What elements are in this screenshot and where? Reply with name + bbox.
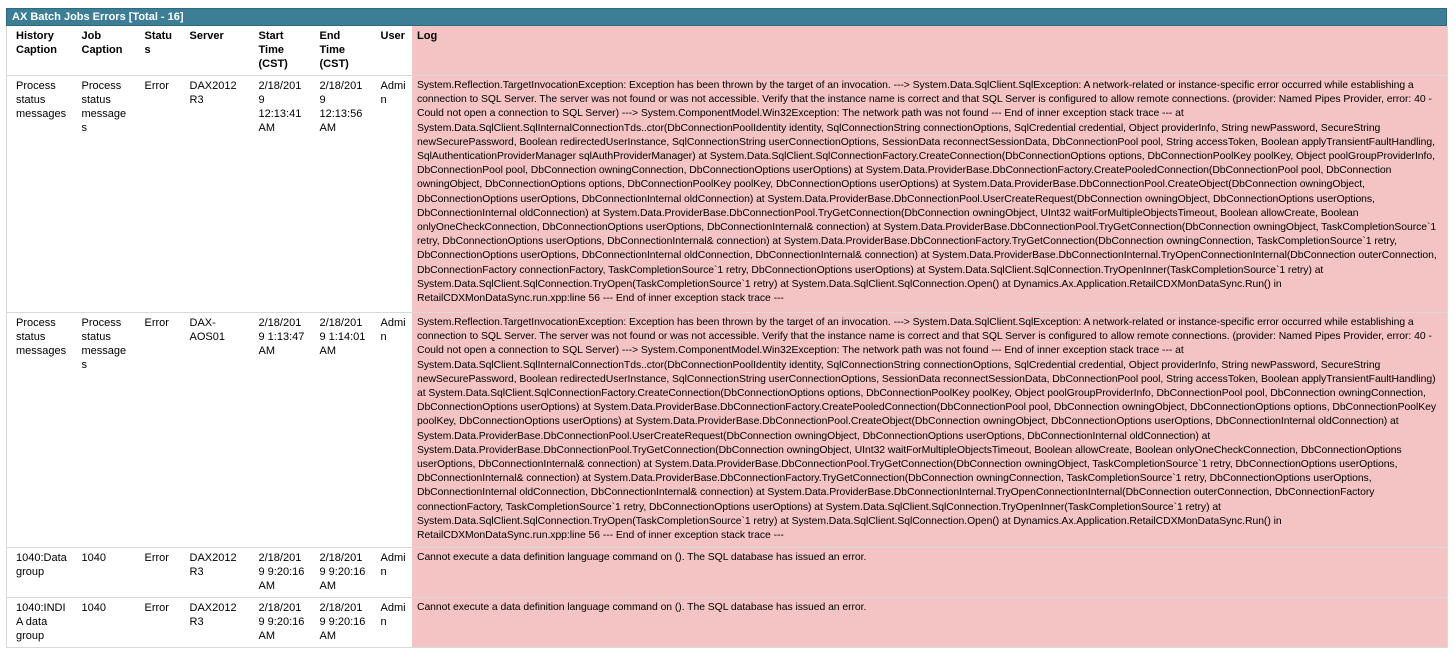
cell-end-time: 2/18/2019 9:20:16 AM [311, 548, 372, 598]
column-header-end-time[interactable]: End Time (CST) [311, 26, 372, 76]
column-header-history-caption[interactable]: History Caption [7, 26, 73, 76]
cell-history-caption: 1040:INDIA data group [7, 598, 73, 648]
cell-log: System.Reflection.TargetInvocationException: Exception has been thrown by the target of an invocation. ---> System.Data.SqlClient.SqlException: A network-related or instance-specific error occurred while establishing a connection to SQL Server. The server was not found or was not accessible. Verify that the instance name is correct and that SQL Server is configured to allow remote connections. (provider: Named Pipes Provider, error: 40 - Could not open a connection to SQL Server) ---> System.ComponentModel.Win32Exception: The network path was not found --- End of inner exception stack trace --- at System.Data.SqlClient.SqlInternalConnectionTds..ctor(DbConnectionPoolIdentity identity, SqlConnectionString connectionOptions, SqlCredential credential, Object providerInfo, String newPassword, SecureString newSecurePassword, Boolean redirectedUserInstance, SqlConnectionString userConnectionOptions, SessionData reconnectSessionData, DbConnectionPool pool, String accessToken, Boolean applyTransientFaultHandling, SqlAuthenticationProviderManager sqlAuthProviderManager) at System.Data.SqlClient.SqlConnectionFactory.CreateConnection(DbConnectionOptions options, DbConnectionPoolKey poolKey, Object poolGroupProviderInfo, DbConnectionPool pool, DbConnection owningConnection, DbConnectionOptions userOptions) at System.Data.ProviderBase.DbConnectionFactory.CreatePooledConnection(DbConnectionPool pool, DbConnection owningObject, DbConnectionOptions options, DbConnectionPoolKey poolKey, DbConnectionOptions userOptions) at System.Data.ProviderBase.DbConnectionPool.CreateObject(DbConnection owningObject, DbConnectionOptions userOptions, DbConnectionInternal oldConnection) at System.Data.ProviderBase.DbConnectionPool.UserCreateRequest(DbConnection owningObject, DbConnectionOptions userOptions, DbConnectionInternal oldConnection) at System.Data.ProviderBase.DbConnectionPool.TryGetConnection(DbConnection owningObject, UInt32 waitForMultipleObjectsTimeout, Boolean allowCreate, Boolean onlyOneCheckConnection, DbConnectionOptions userOptions, DbConnectionInternal& connection) at System.Data.ProviderBase.DbConnectionPool.TryGetConnection(DbConnection owningObject, TaskCompletionSource`1 retry, DbConnectionOptions userOptions, DbConnectionInternal& connection) at System.Data.ProviderBase.DbConnectionFactory.TryGetConnection(DbConnection owningConnection, TaskCompletionSource`1 retry, DbConnectionOptions userOptions, DbConnectionInternal oldConnection, DbConnectionInternal& connection) at System.Data.ProviderBase.DbConnectionInternal.TryOpenConnectionInternal(DbConnection outerConnection, DbConnectionFactory connectionFactory, TaskCompletionSource`1 retry, DbConnectionOptions userOptions) at System.Data.SqlClient.SqlConnection.TryOpenInner(TaskCompletionSource`1 retry) at System.Data.SqlClient.SqlConnection.TryOpen(TaskCompletionSource`1 retry) at System.Data.SqlClient.SqlConnection.Open() at Dynamics.Ax.Application.RetailCDXMonDataSync.Run() in RetailCDXMonDataSync.run.xpp:line 56 --- End of inner exception stack trace --- [412, 76, 1448, 313]
column-header-start-time[interactable]: Start Time (CST) [250, 26, 311, 76]
cell-history-caption: 1040:Data group [7, 548, 73, 598]
table-header-row [7, 26, 1448, 76]
cell-user: Admin [372, 548, 412, 598]
cell-start-time: 2/18/2019 9:20:16 AM [250, 548, 311, 598]
cell-server: DAX-AOS01 [181, 313, 250, 548]
cell-end-time: 2/18/2019 1:14:01 AM [311, 313, 372, 548]
cell-job-caption: 1040 [73, 548, 136, 598]
cell-server: DAX2012R3 [181, 76, 250, 313]
table-row[interactable] [7, 548, 1448, 598]
cell-start-time: 2/18/2019 9:20:16 AM [250, 598, 311, 648]
column-header-server[interactable]: Server [181, 26, 250, 76]
cell-history-caption: Process status messages [7, 313, 73, 548]
cell-user: Admin [372, 313, 412, 548]
column-header-user[interactable]: User [372, 26, 412, 76]
cell-user: Admin [372, 598, 412, 648]
cell-end-time: 2/18/2019 9:20:16 AM [311, 598, 372, 648]
cell-status: Error [136, 313, 181, 548]
cell-job-caption: Process status messages [73, 313, 136, 548]
cell-user: Admin [372, 76, 412, 313]
table-row[interactable] [7, 313, 1448, 548]
column-header-status[interactable]: Status [136, 26, 181, 76]
panel-title: AX Batch Jobs Errors [Total - 16] [6, 8, 1447, 26]
cell-log: System.Reflection.TargetInvocationException: Exception has been thrown by the target of an invocation. ---> System.Data.SqlClient.SqlException: A network-related or instance-specific error occurred while establishing a connection to SQL Server. The server was not found or was not accessible. Verify that the instance name is correct and that SQL Server is configured to allow remote connections. (provider: Named Pipes Provider, error: 40 - Could not open a connection to SQL Server) ---> System.ComponentModel.Win32Exception: The network path was not found --- End of inner exception stack trace --- at System.Data.SqlClient.SqlInternalConnectionTds..ctor(DbConnectionPoolIdentity identity, SqlConnectionString connectionOptions, SqlCredential credential, Object providerInfo, String newPassword, SecureString newSecurePassword, Boolean redirectedUserInstance, SqlConnectionString userConnectionOptions, SessionData reconnectSessionData, DbConnectionPool pool, String accessToken, Boolean applyTransientFaultHandling) at System.Data.SqlClient.SqlConnectionFactory.CreateConnection(DbConnectionOptions options, DbConnectionPoolKey poolKey, Object poolGroupProviderInfo, DbConnectionPool pool, DbConnection owningConnection, DbConnectionOptions userOptions) at System.Data.ProviderBase.DbConnectionFactory.CreatePooledConnection(DbConnectionPool pool, DbConnection owningObject, DbConnectionOptions options, DbConnectionPoolKey poolKey, DbConnectionOptions userOptions) at System.Data.ProviderBase.DbConnectionPool.CreateObject(DbConnection owningObject, DbConnectionOptions userOptions, DbConnectionInternal oldConnection) at System.Data.ProviderBase.DbConnectionPool.UserCreateRequest(DbConnection owningObject, DbConnectionOptions userOptions, DbConnectionInternal oldConnection) at System.Data.ProviderBase.DbConnectionPool.TryGetConnection(DbConnection owningObject, UInt32 waitForMultipleObjectsTimeout, Boolean allowCreate, Boolean onlyOneCheckConnection, DbConnectionOptions userOptions, DbConnectionInternal& connection) at System.Data.ProviderBase.DbConnectionPool.TryGetConnection(DbConnection owningObject, TaskCompletionSource`1 retry, DbConnectionOptions userOptions, DbConnectionInternal& connection) at System.Data.ProviderBase.DbConnectionFactory.TryGetConnection(DbConnection owningConnection, TaskCompletionSource`1 retry, DbConnectionOptions userOptions, DbConnectionInternal oldConnection, DbConnectionInternal& connection) at System.Data.ProviderBase.DbConnectionInternal.TryOpenConnectionInternal(DbConnection outerConnection, DbConnectionFactory connectionFactory, TaskCompletionSource`1 retry, DbConnectionOptions userOptions) at System.Data.SqlClient.SqlConnection.TryOpenInner(TaskCompletionSource`1 retry) at System.Data.SqlClient.SqlConnection.TryOpen(TaskCompletionSource`1 retry) at System.Data.SqlClient.SqlConnection.Open() at Dynamics.Ax.Application.RetailCDXMonDataSync.Run() in RetailCDXMonDataSync.run.xpp:line 56 --- End of inner exception stack trace --- [412, 313, 1448, 548]
column-header-job-caption[interactable]: Job Caption [73, 26, 136, 76]
cell-server: DAX2012R3 [181, 598, 250, 648]
column-header-log[interactable]: Log [412, 26, 1448, 76]
cell-status: Error [136, 76, 181, 313]
cell-log: Cannot execute a data definition language command on (). The SQL database has issued an error. [412, 598, 1448, 648]
cell-log: Cannot execute a data definition language command on (). The SQL database has issued an error. [412, 548, 1448, 598]
cell-job-caption: Process status messages [73, 76, 136, 313]
batch-jobs-errors-panel [6, 8, 1447, 648]
cell-status: Error [136, 598, 181, 648]
cell-history-caption: Process status messages [7, 76, 73, 313]
cell-server: DAX2012R3 [181, 548, 250, 598]
cell-end-time: 2/18/2019 12:13:56 AM [311, 76, 372, 313]
cell-start-time: 2/18/2019 1:13:47 AM [250, 313, 311, 548]
table-row[interactable] [7, 76, 1448, 313]
cell-start-time: 2/18/2019 12:13:41 AM [250, 76, 311, 313]
cell-job-caption: 1040 [73, 598, 136, 648]
cell-status: Error [136, 548, 181, 598]
errors-table [6, 26, 1448, 648]
table-row[interactable] [7, 598, 1448, 648]
